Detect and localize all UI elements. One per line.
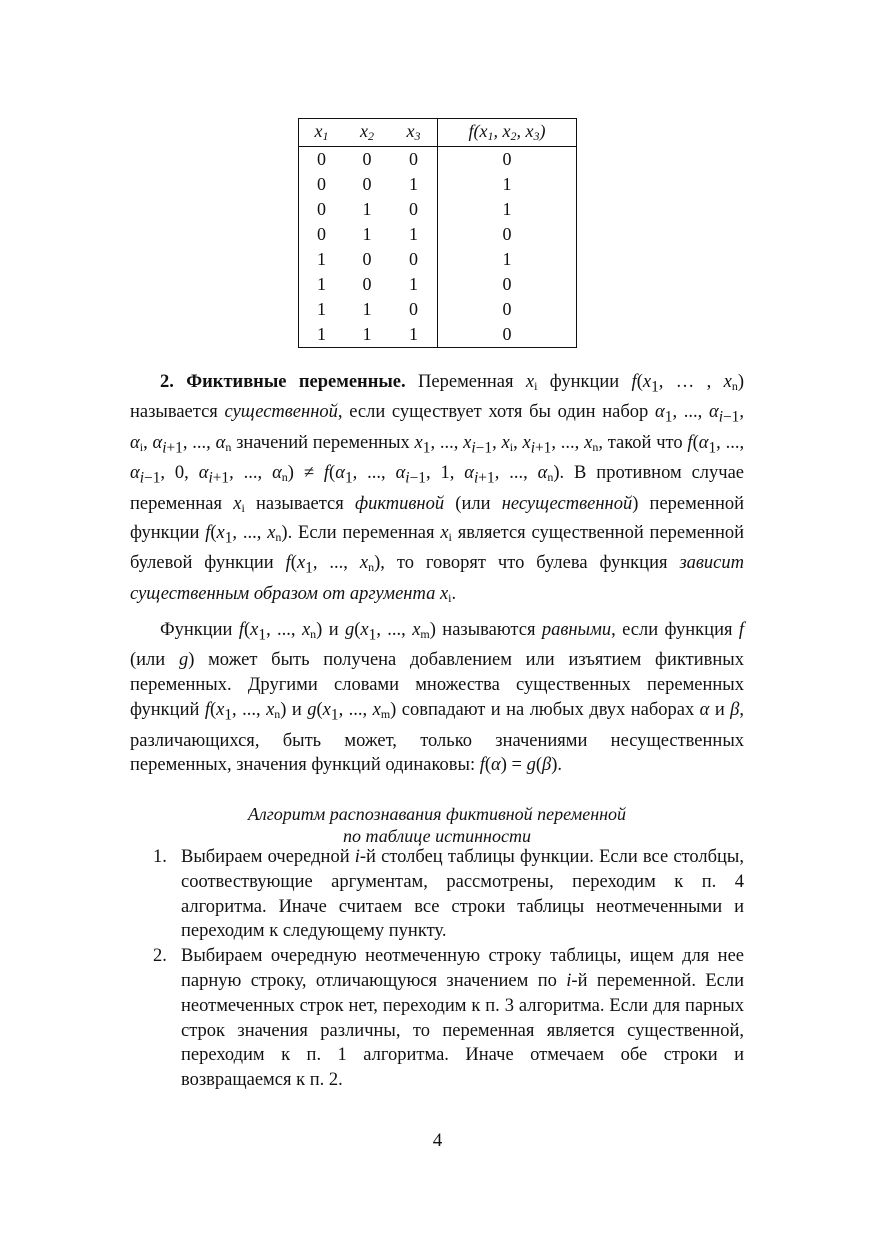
truth-table-body (299, 147, 577, 348)
truth-table-cell: 0 (438, 222, 577, 247)
truth-table-cell: 1 (299, 322, 345, 348)
truth-table-cell: 0 (390, 297, 438, 322)
truth-table-cell: 1 (438, 172, 577, 197)
term-essential: существенной (224, 402, 338, 423)
algorithm-step-2: 2. Выбираем очередную неотмеченную строку таблицы, ищем для нее парную строку, отличающуюся значением по i-й переменной. Если неотмеченных строк нет, переходим к п. 3 алгоритма. Если для парных строк значения различны, то переменная является существенной, переходим к п. 1 алгоритма. Иначе отмечаем обе строки и возвращаемся к п. 2. (153, 946, 744, 1091)
truth-table-cell: 1 (299, 247, 345, 272)
truth-table-cell: 0 (362, 174, 372, 194)
truth-table-row (299, 272, 577, 297)
algorithm-title: Алгоритм распознавания фиктивной переменной по таблице истинности (247, 804, 627, 846)
column-header-x2: $x_2$ (344, 119, 390, 147)
truth-table-row (299, 172, 577, 197)
truth-table-cell: 1 (390, 222, 438, 247)
truth-table-cell: 0 (438, 297, 577, 322)
truth-table-cell: 1 (362, 224, 372, 244)
algorithm-steps (130, 845, 744, 1093)
truth-table-cell: 0 (390, 147, 438, 173)
truth-table-cell: 0 (362, 274, 372, 294)
truth-table-row (299, 322, 577, 348)
paragraph-fictive-variables: 2. Фиктивные переменные. Переменная $x_i$ функции $f(x_1$, … , $x_n$) называется существенной, если существует хотя бы один набор $\alpha_1$, ..., $\alpha_{i-1}$, $\alpha_i$, $\alpha_{i+1}$, ..., $\alpha_n$ значений переменных $x_1$, ..., $x_{i-1}$, $x_i$, $x_{i+1}$, ..., $x_n$, такой что $f(\alpha_1$, ..., $\alpha_{i-1}$, 0, $\alpha_{i+1}$, ..., $\alpha_n) \ne f(\alpha_1$, ..., $\alpha_{i-1}$, 1, $\alpha_{i+1}$, ..., $\alpha_n$). В противном случае переменная $x_i$ называется фиктивной (или несущественной) переменной функции $f(x_1$, ..., $x_n$). Если переменная $x_i$ является существенной переменной булевой функции $f(x_1$, ..., $x_n$), то говорят что булева функция зависит существенным образом от аргумента $x_i$. (130, 372, 745, 605)
term-equal: равными (541, 620, 612, 640)
truth-table-cell: 0 (299, 222, 345, 247)
truth-table-cell: 0 (438, 272, 577, 297)
truth-table-cell: 0 (362, 149, 372, 169)
truth-table-row (299, 222, 577, 247)
truth-table (298, 118, 577, 348)
truth-table-cell: 0 (299, 147, 345, 173)
truth-table-cell: 0 (390, 197, 438, 222)
truth-table-cell: 1 (390, 172, 438, 197)
term-nonessential: несущественной (501, 493, 633, 514)
truth-table-cell: 0 (438, 147, 577, 173)
truth-table-row (299, 247, 577, 272)
truth-table-cell: 1 (299, 297, 345, 322)
section-title: 2. Фиктивные переменные. (160, 372, 406, 392)
truth-table-row (299, 147, 577, 173)
truth-table-cell: 0 (390, 247, 438, 272)
algorithm-step-1: 1. Выбираем очередной i-й столбец таблицы функции. Если все столбцы, соотвествующие аргументам, рассмотрены, переходим к п. 4 алгоритма. Иначе считаем все строки таблицы неотмеченными и переходим к следующему пункту. (153, 847, 744, 942)
truth-table-cell: 1 (344, 322, 390, 348)
paragraph-equal-functions: Функции $f(x_1$, ..., $x_n$) и $g(x_1$, ..., $x_m$) называются равными, если функция f (или g) может быть получена добавлением или изъятием фиктивных переменных. Другими словами множества существенных переменных функций $f(x_1$, ..., $x_n$) и $g(x_1$, ..., $x_m$) совпадают и на любых двух наборах α и β, различающихся, быть может, только значениями несущественных переменных, значения функций одинаковы: f(α) = g(β). (130, 620, 744, 776)
truth-table-header-row (299, 119, 577, 147)
column-header-f: $f(x_1$, $x_2$, $x_3$) (438, 119, 577, 147)
truth-table-row (299, 197, 577, 222)
truth-table-cell: 1 (438, 247, 577, 272)
truth-table-cell: 1 (362, 199, 372, 219)
truth-table-cell: 1 (390, 322, 438, 348)
truth-table-cell: 1 (438, 197, 577, 222)
truth-table-cell: 0 (299, 172, 345, 197)
column-header-x1: $x_1$ (299, 119, 345, 147)
truth-table-cell: 1 (390, 272, 438, 297)
term-depends-essentially: зависит существенным образом от аргумента (130, 553, 745, 604)
truth-table-row (299, 297, 577, 322)
term-fictive: фиктивной (354, 493, 445, 514)
truth-table-cell: 0 (299, 197, 345, 222)
truth-table-cell: 1 (362, 299, 372, 319)
column-header-x3: $x_3$ (390, 119, 438, 147)
truth-table-cell: 0 (362, 249, 372, 269)
truth-table-cell: 0 (438, 322, 577, 348)
page-number: 4 (432, 1130, 443, 1151)
truth-table-cell: 1 (299, 272, 345, 297)
